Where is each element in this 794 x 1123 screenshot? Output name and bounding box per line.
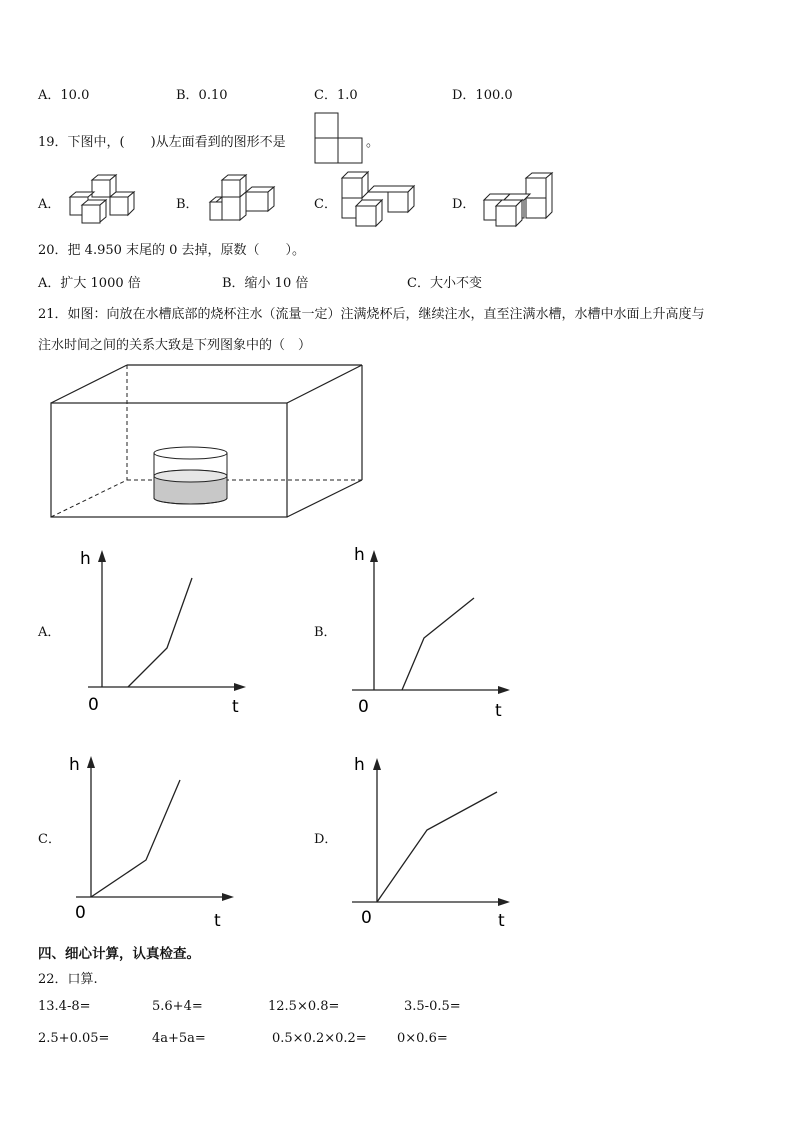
graph-d-y-label: h: [354, 755, 365, 775]
graph-d-x-label: t: [498, 911, 505, 931]
q22-item-3: 12.5×0.8=: [268, 999, 340, 1014]
graph-b-y-label: h: [354, 545, 365, 565]
q21-option-a-letter: A．: [38, 625, 61, 640]
q21-option-b-letter: B．: [314, 625, 337, 640]
graph-c-line: [91, 780, 180, 897]
q22-item-4: 3.5-0.5=: [404, 999, 461, 1014]
q18-option-b: B．0.10: [176, 88, 228, 103]
graph-b-line: [402, 598, 474, 690]
q19-option-d-cubes: [480, 170, 560, 228]
graph-a-y-label: h: [80, 549, 91, 569]
q19-left-view-figure: [314, 112, 364, 164]
q20-option-c: C．大小不变: [407, 276, 482, 291]
graph-d-origin: 0: [361, 908, 372, 928]
graph-c-origin: 0: [75, 903, 86, 923]
q18-option-d: D．100.0: [452, 88, 513, 103]
beaker: [154, 447, 227, 504]
graph-a-line: [128, 578, 192, 687]
q19-option-b-cubes: [204, 172, 280, 228]
q19-question-end: 。: [366, 135, 380, 150]
q19-question-text: 19．下图中，( )从左面看到的图形不是: [38, 135, 286, 150]
q19-option-a-cubes: [66, 172, 142, 228]
q21-graph-d: [352, 752, 532, 930]
q19-option-c-cubes: [338, 168, 418, 228]
q22-item-6: 4a+5a=: [152, 1031, 206, 1046]
q21-question-line2: 注水时间之间的关系大致是下列图象中的（ ）: [38, 338, 312, 353]
q22-title: 22．口算.: [38, 972, 98, 987]
q22-item-1: 13.4-8=: [38, 999, 91, 1014]
section-4-title: 四、细心计算，认真检查。: [38, 946, 200, 962]
graph-c-x-label: t: [214, 911, 221, 931]
q19-option-c-letter: C．: [314, 197, 337, 212]
q22-item-8: 0×0.6=: [397, 1031, 448, 1046]
graph-d-line: [377, 792, 497, 902]
q20-option-a: A．扩大 1000 倍: [38, 276, 141, 291]
q19-option-d-letter: D．: [452, 197, 476, 212]
q21-option-c-letter: C．: [38, 832, 61, 847]
graph-b-origin: 0: [358, 697, 369, 717]
q21-graph-a: [80, 542, 260, 717]
q22-item-5: 2.5+0.05=: [38, 1031, 110, 1046]
q21-water-tank-figure: [48, 362, 368, 522]
q19-option-a-letter: A．: [38, 197, 61, 212]
graph-b-x-label: t: [495, 701, 502, 721]
q21-graph-b: [352, 542, 532, 720]
q21-option-d-letter: D．: [314, 832, 338, 847]
q21-question-line1: 21．如图：向放在水槽底部的烧杯注水（流量一定）注满烧杯后，继续注水，直至注满水槽，水槽中水面上升高度与: [38, 307, 705, 322]
graph-a-x-label: t: [232, 697, 239, 717]
q19-option-b-letter: B．: [176, 197, 199, 212]
q22-item-7: 0.5×0.2×0.2=: [272, 1031, 367, 1046]
q21-graph-c: [66, 752, 246, 930]
q22-item-2: 5.6+4=: [152, 999, 203, 1014]
q20-question-text: 20．把 4.950 末尾的 0 去掉，原数（ ）。: [38, 243, 306, 258]
q18-option-a: A．10.0: [38, 88, 90, 103]
q18-option-c: C．1.0: [314, 88, 358, 103]
graph-c-y-label: h: [69, 755, 80, 775]
q20-option-b: B．缩小 10 倍: [222, 276, 309, 291]
graph-a-origin: 0: [88, 695, 99, 715]
